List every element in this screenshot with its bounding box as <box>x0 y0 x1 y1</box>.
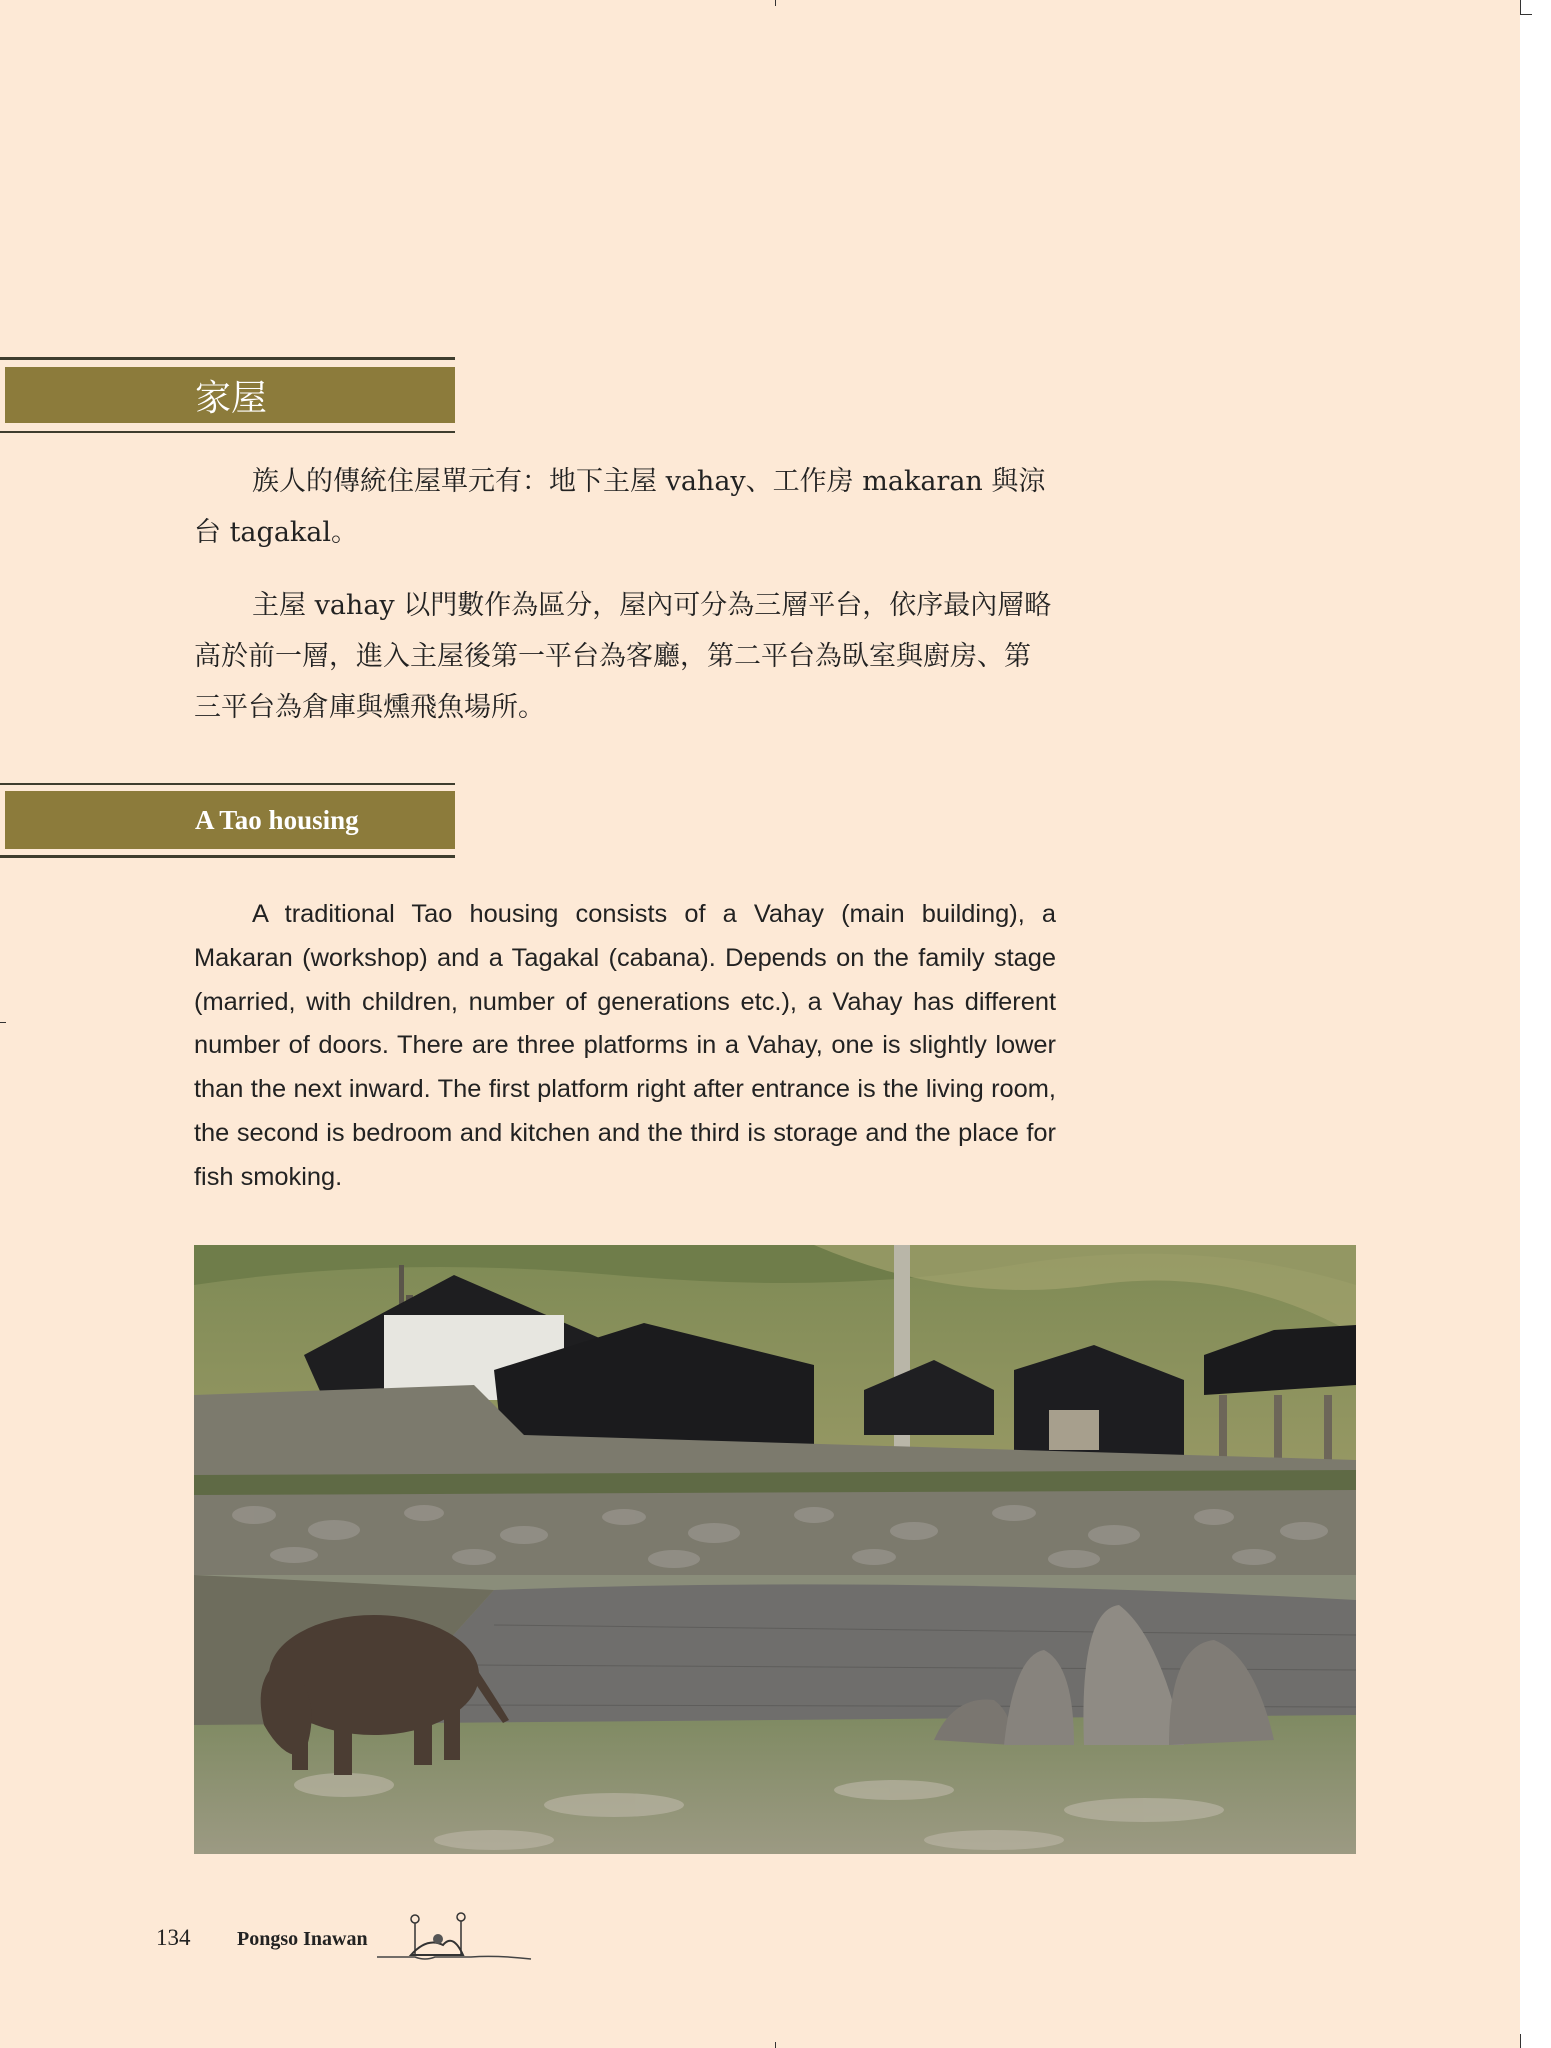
zh-section-heading <box>0 357 455 437</box>
page-number: 134 <box>156 1925 191 1950</box>
heading-bar <box>5 791 455 849</box>
heading-bar <box>5 367 455 423</box>
crop-mark <box>0 1022 6 1023</box>
heading-rule <box>0 783 455 785</box>
village-photo <box>194 1245 1356 1854</box>
crop-mark <box>1520 2034 1521 2048</box>
crop-mark <box>1520 14 1532 15</box>
house-door <box>1049 1410 1099 1450</box>
book-title: Pongso Inawan <box>237 1928 368 1950</box>
heading-rule <box>0 357 455 360</box>
crop-mark <box>1520 0 1521 14</box>
zh-section-title: 家屋 <box>195 377 268 419</box>
en-paragraph: A traditional Tao housing consists of a Vahay (main building), a Makaran (workshop) and a Tagakal (cabana). Depends on the family stage (married, with children, number of generations etc.), a Vahay has different number of doors. There are three platforms in a Vahay, one is slightly lower than the next inward. The first platform right after entrance is the living room, the second is bedroom and kitchen and the third is storage and the place for fish smoking. <box>194 900 1056 1191</box>
crop-mark <box>775 0 776 6</box>
zh-paragraph-1: 族人的傳統住屋單元有：地下主屋 vahay、工作房 makaran 與涼台 tagakal。 <box>194 466 1046 548</box>
en-section-title: A Tao housing <box>195 804 359 835</box>
zh-paragraph-2: 主屋 vahay 以門數作為區分，屋內可分為三層平台，依序最內層略高於前一層，進入主屋後第一平台為客廳，第二平台為臥室與廚房、第三平台為倉庫與燻飛魚場所。 <box>194 590 1052 723</box>
en-section-heading <box>0 783 455 863</box>
crop-mark <box>775 2042 776 2048</box>
heading-rule <box>0 431 455 433</box>
canoe-logo <box>375 1905 535 1965</box>
heading-rule <box>0 855 455 858</box>
